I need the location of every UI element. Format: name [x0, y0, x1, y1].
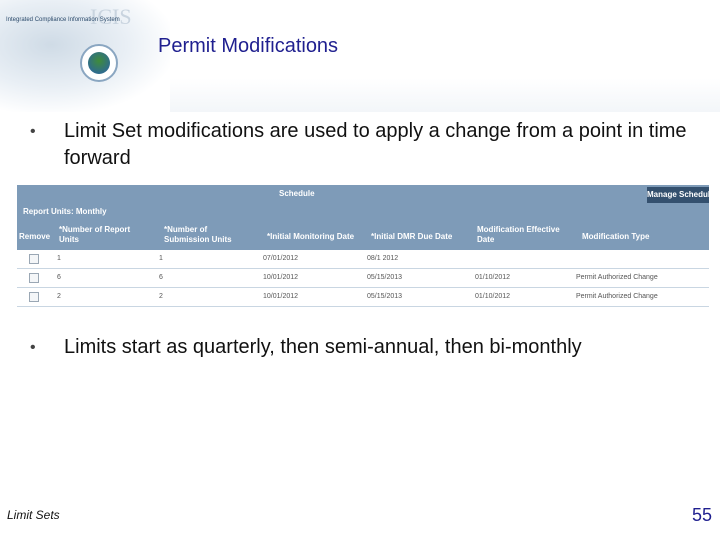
manage-schedule-button[interactable]: Manage Schedule: [647, 187, 709, 203]
cell-initial-dmr-due-date: 08/1 2012: [367, 255, 399, 262]
cell-effective-date: 01/10/2012: [475, 274, 511, 281]
cell-initial-monitoring-date: 07/01/2012: [263, 255, 299, 262]
col-initial-dmr-due-date: *Initial DMR Due Date: [371, 232, 453, 241]
footer-section-label: Limit Sets: [7, 508, 60, 522]
bullet-2-text: Limits start as quarterly, then semi-annual, then bi-monthly: [64, 336, 582, 358]
report-units-label: Report Units: Monthly: [23, 207, 107, 216]
bullet-dot-icon: •: [30, 339, 36, 356]
cell-submission-units: 6: [159, 274, 163, 281]
page-number: 55: [691, 505, 712, 525]
cell-submission-units: 2: [159, 293, 163, 300]
schedule-title: Schedule: [279, 189, 315, 198]
remove-checkbox[interactable]: [29, 273, 39, 283]
bullet-1: [30, 118, 700, 174]
schedule-row: [17, 269, 709, 288]
cell-report-units: 1: [57, 255, 61, 262]
cell-initial-monitoring-date: 10/01/2012: [263, 293, 299, 300]
cell-initial-monitoring-date: 10/01/2012: [263, 274, 299, 281]
col-number-report-units: *Number of Report Units: [59, 225, 131, 244]
bullet-dot-icon: •: [30, 123, 36, 140]
cell-initial-dmr-due-date: 05/15/2013: [367, 293, 403, 300]
col-initial-monitoring-date: *Initial Monitoring Date: [267, 232, 355, 241]
agency-seal-icon: [80, 44, 118, 82]
cell-report-units: 2: [57, 293, 61, 300]
col-remove: Remove: [19, 232, 51, 241]
cell-modification-type: Permit Authorized Change: [576, 293, 658, 300]
schedule-screenshot: [17, 185, 715, 305]
col-modification-type: Modification Type: [582, 232, 650, 241]
cell-effective-date: 01/10/2012: [475, 293, 511, 300]
cell-submission-units: 1: [159, 255, 163, 262]
header-watermark: ICIS: [90, 4, 132, 29]
schedule-row: [17, 288, 709, 307]
col-modification-effective-date: Modification Effective Date: [477, 225, 560, 244]
header-tagline: Integrated Compliance Information System: [6, 17, 120, 23]
schedule-header-bar: [17, 185, 709, 253]
cell-report-units: 6: [57, 274, 61, 281]
remove-checkbox[interactable]: [29, 292, 39, 302]
schedule-row: [17, 250, 709, 269]
remove-checkbox[interactable]: [29, 254, 39, 264]
bullet-2: [30, 334, 700, 362]
slide-title: Permit Modifications: [158, 35, 339, 57]
cell-modification-type: Permit Authorized Change: [576, 274, 658, 281]
seal-emblem: [88, 52, 110, 74]
cell-initial-dmr-due-date: 05/15/2013: [367, 274, 403, 281]
bullet-1-text: Limit Set modifications are used to apply a change from a point in time forward: [64, 120, 687, 169]
col-number-submission-units: *Number of Submission Units: [164, 225, 232, 244]
